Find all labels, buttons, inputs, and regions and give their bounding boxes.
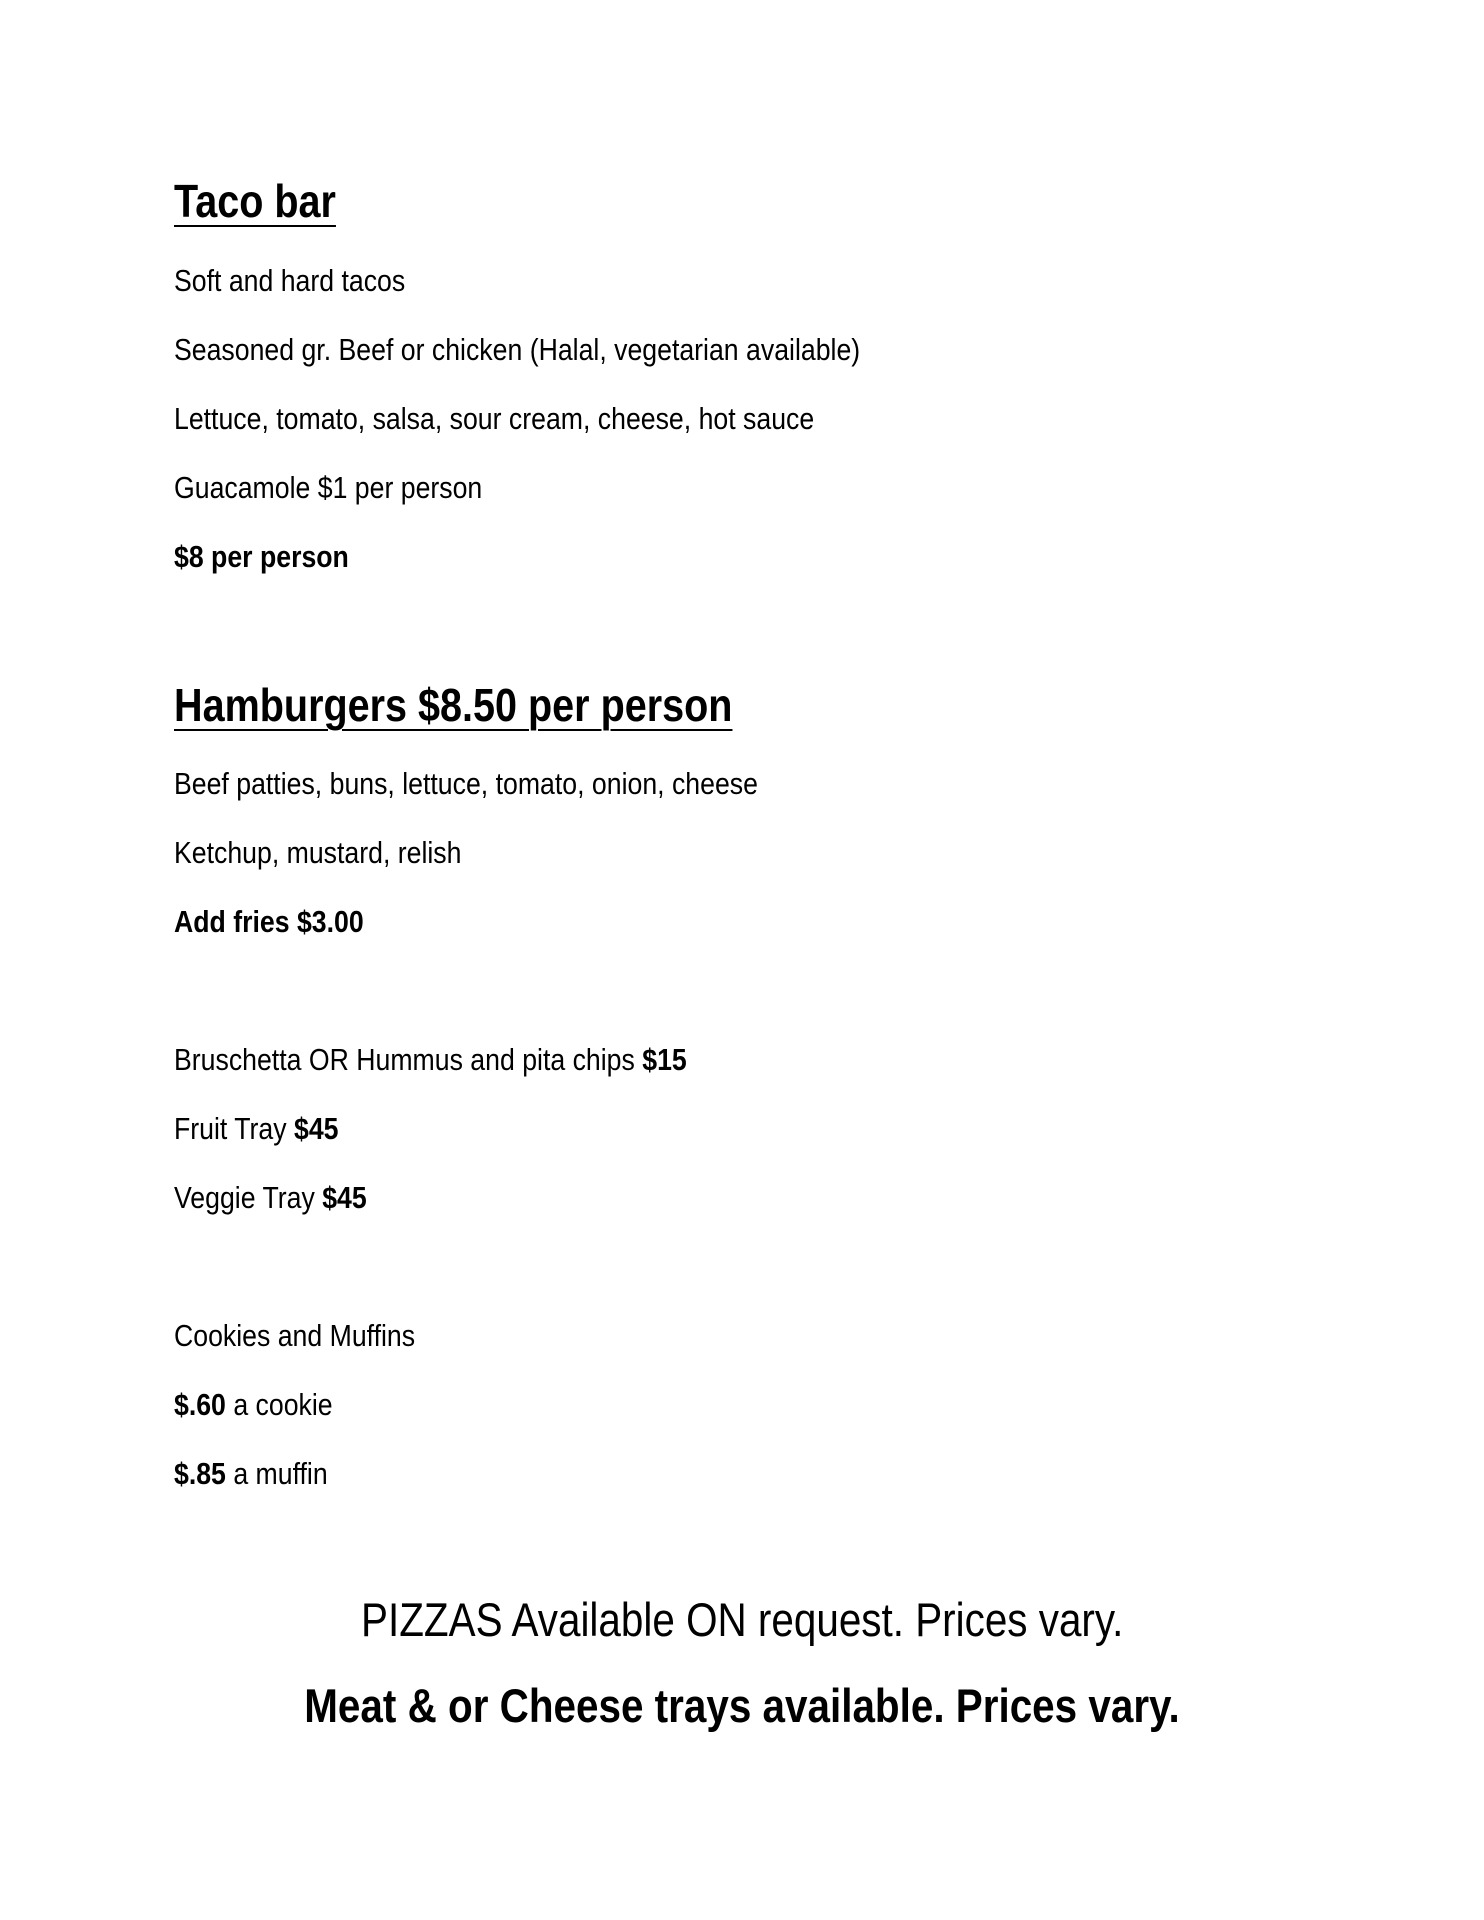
pizzas-note [0,1593,1484,1646]
baked-goods-title: Cookies and Muffins [174,1318,416,1353]
taco-bar-heading: Taco bar [174,175,336,227]
baked-goods-unit: a muffin [233,1456,328,1491]
taco-bar-price: $8 per person [174,539,349,574]
hamburgers-addon: Add fries $3.00 [174,904,364,939]
meat-cheese-note-text: Meat & or Cheese trays available. Prices vary. [304,1679,1180,1732]
taco-bar-line: Guacamole $1 per person [174,470,483,505]
baked-goods-unit: a cookie [233,1387,333,1422]
taco-bar-line: Seasoned gr. Beef or chicken (Halal, vegetarian available) [174,332,861,367]
tray-item-price: $45 [322,1180,367,1215]
pizzas-note-text: PIZZAS Available ON request. Prices vary. [360,1593,1124,1646]
tray-item-name: Veggie Tray [174,1180,315,1215]
baked-goods-price: $.85 [174,1456,226,1491]
hamburgers-line: Ketchup, mustard, relish [174,835,462,870]
tray-item-price: $15 [642,1042,687,1077]
baked-goods-item [174,1458,328,1489]
tray-item-name: Bruschetta OR Hummus and pita chips [174,1042,635,1077]
tray-item-name: Fruit Tray [174,1111,287,1146]
taco-bar-line: Soft and hard tacos [174,263,406,298]
tray-item-price: $45 [293,1111,339,1146]
baked-goods-item [174,1389,333,1420]
meat-cheese-note [0,1679,1484,1732]
hamburgers-line: Beef patties, buns, lettuce, tomato, onion, cheese [174,766,758,801]
baked-goods-price: $.60 [174,1387,226,1422]
tray-item [174,1182,367,1213]
hamburgers-heading: Hamburgers $8.50 per person [174,679,733,731]
taco-bar-line: Lettuce, tomato, salsa, sour cream, cheese, hot sauce [174,401,815,436]
tray-item [174,1044,687,1075]
tray-item [174,1113,338,1144]
